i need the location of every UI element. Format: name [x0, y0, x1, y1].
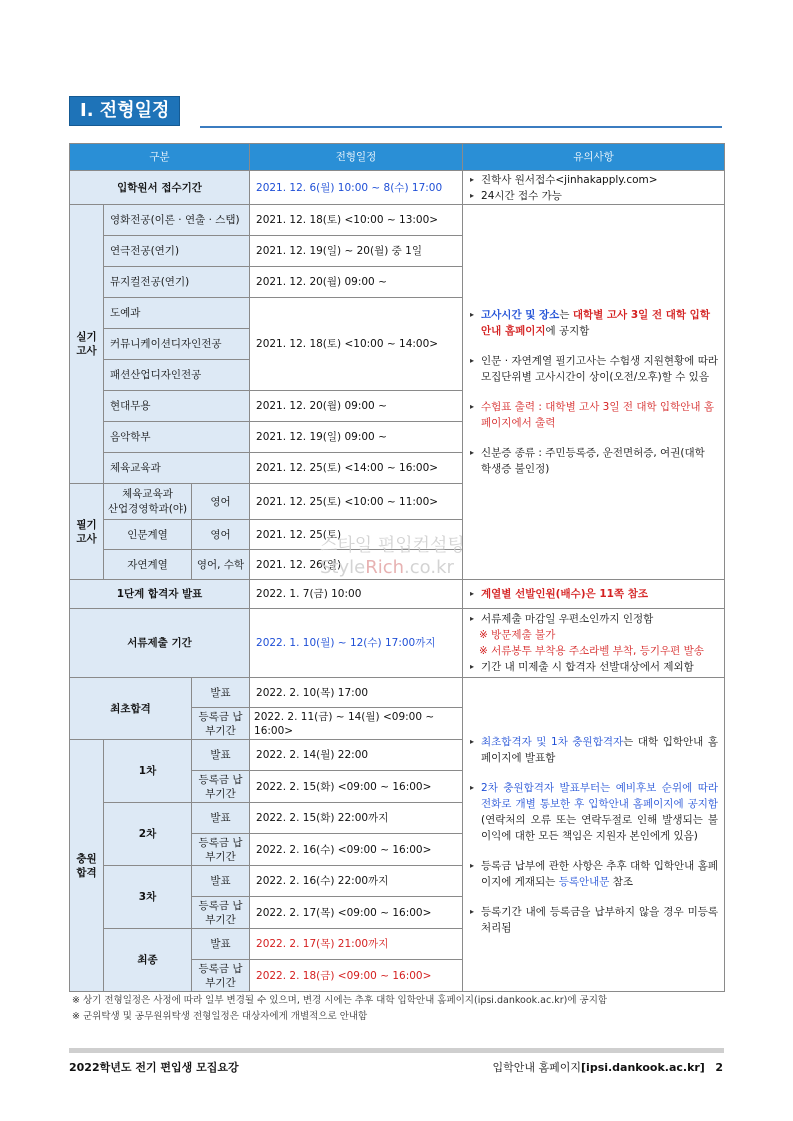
footnote: ※ 상기 전형일정은 사정에 따라 일부 변경될 수 있으며, 변경 시에는 추후 대학 입학안내 홈페이지(ipsi.dankook.ac.kr)에 공지함	[72, 995, 608, 1006]
stage1-date: 2022. 1. 7(금) 10:00	[250, 580, 463, 609]
extra-announce-date: 2022. 2. 17(목) 21:00까지	[250, 929, 463, 960]
announce-label: 발표	[192, 740, 250, 771]
announce-label: 발표	[192, 803, 250, 834]
extra-pay-date: 2022. 2. 15(화) <09:00 ~ 16:00>	[250, 771, 463, 803]
announce-label: 발표	[192, 866, 250, 897]
table-header-row	[70, 144, 725, 171]
written-label: 체육교육과 산업경영학과(야)	[104, 484, 192, 520]
header-category: 구분	[70, 144, 250, 171]
practical-label: 현대무용	[104, 391, 250, 422]
extra-announce-date: 2022. 2. 14(월) 22:00	[250, 740, 463, 771]
practical-label: 음악학부	[104, 422, 250, 453]
written-label: 자연계열	[104, 550, 192, 580]
practical-label: 패션산업디자인전공	[104, 360, 250, 391]
practical-date: 2021. 12. 20(월) 09:00 ~	[250, 267, 463, 298]
written-date: 2021. 12. 26(일)	[250, 550, 463, 580]
extra-announce-date: 2022. 2. 16(수) 22:00까지	[250, 866, 463, 897]
final-announce-date: 2022. 2. 10(목) 17:00	[250, 678, 463, 708]
exam-notes: ▸ 고사시간 및 장소는 대학별 고사 3일 전 대학 입학안내 홈페이지에 공지함 ▸ 인문 · 자연계열 필기고사는 수험생 지원현황에 따라 모집단위별 고사시간이 상이(오전/오후)할 수 있음 ▸ 수험표 출력 : 대학별 고사 3일 전 대학 입학안내 홈페이지에서 출력 ▸ 신분증 종류 : 주민등록증, 운전면허증, 여권(대학 학생증 불인정)	[463, 205, 725, 580]
final-pay-date: 2022. 2. 11(금) ~ 14(월) <09:00 ~ 16:00>	[250, 708, 463, 740]
announce-label: 발표	[192, 929, 250, 960]
pay-label: 등록금 납부기간	[192, 897, 250, 929]
extra-pay-date: 2022. 2. 17(목) <09:00 ~ 16:00>	[250, 897, 463, 929]
footer-homepage: 입학안내 홈페이지[ipsi.dankook.ac.kr] 2	[492, 1061, 723, 1074]
table-row	[70, 580, 725, 609]
page-number: 2	[715, 1061, 723, 1074]
round-label: 최종	[104, 929, 192, 992]
practical-label: 도예과	[104, 298, 250, 329]
docs-notes: ▸ 서류제출 마감일 우편소인까지 인정함 ※ 방문제출 불가 ※ 서류봉투 부착용 주소라벨 부착, 등기우편 발송 ▸ 기간 내 미제출 시 합격자 선발대상에서 제외함	[463, 609, 725, 678]
extra-group-label: 충원 합격	[70, 740, 104, 992]
extra-pay-date: 2022. 2. 18(금) <09:00 ~ 16:00>	[250, 960, 463, 992]
practical-date: 2021. 12. 18(토) <10:00 ~ 13:00>	[250, 205, 463, 236]
written-subject: 영어, 수학	[192, 550, 250, 580]
apply-date: 2021. 12. 6(월) 10:00 ~ 8(수) 17:00	[250, 171, 463, 205]
title-underline	[200, 126, 722, 128]
written-date: 2021. 12. 25(토)	[250, 520, 463, 550]
table-row	[70, 171, 725, 205]
pay-label: 등록금 납부기간	[192, 771, 250, 803]
watermark: 스타일 편입컨설팅 StyleRich.co.kr	[320, 535, 465, 578]
practical-group-label: 실기 고사	[70, 205, 104, 484]
written-label: 인문계열	[104, 520, 192, 550]
footer-rule	[69, 1048, 724, 1053]
result-notes: ▸ 최초합격자 및 1차 충원합격자는 대학 입학안내 홈페이지에 발표함 ▸ 2차 충원합격자 발표부터는 예비후보 순위에 따라 전화로 개별 통보한 후 입학안내 홈페이지에 공지함(연락처의 오류 또는 연락두절로 인해 발생되는 불이익에 대한 모든 책임은 지원자 본인에게 있음) ▸ 등록금 납부에 관한 사항은 추후 대학 입학안내 홈페이지에 게재되는 등록안내문 참조 ▸ 등록기간 내에 등록금을 납부하지 않을 경우 미등록 처리됨	[463, 678, 725, 992]
written-subject: 영어	[192, 484, 250, 520]
extra-pay-date: 2022. 2. 16(수) <09:00 ~ 16:00>	[250, 834, 463, 866]
practical-date: 2021. 12. 25(토) <14:00 ~ 16:00>	[250, 453, 463, 484]
stage1-note: ▸ 계열별 선발인원(배수)은 11쪽 참조	[463, 580, 725, 609]
practical-label: 연극전공(연기)	[104, 236, 250, 267]
practical-label: 체육교육과	[104, 453, 250, 484]
practical-date: 2021. 12. 19(일) ~ 20(월) 중 1일	[250, 236, 463, 267]
pay-label: 등록금 납부기간	[192, 708, 250, 740]
practical-label: 영화전공(이론 · 연출 · 스탭)	[104, 205, 250, 236]
practical-date: 2021. 12. 19(일) 09:00 ~	[250, 422, 463, 453]
docs-date: 2022. 1. 10(월) ~ 12(수) 17:00까지	[250, 609, 463, 678]
section-title: Ⅰ. 전형일정	[69, 96, 180, 126]
final-label: 최초합격	[70, 678, 192, 740]
table-row	[70, 205, 725, 236]
footnote: ※ 군위탁생 및 공무원위탁생 전형일정은 대상자에게 개별적으로 안내함	[72, 1011, 368, 1022]
stage1-label: 1단계 합격자 발표	[70, 580, 250, 609]
footer-title: 2022학년도 전기 편입생 모집요강	[69, 1061, 239, 1074]
round-label: 1차	[104, 740, 192, 803]
written-group-label: 필기 고사	[70, 484, 104, 580]
practical-label: 뮤지컬전공(연기)	[104, 267, 250, 298]
round-label: 2차	[104, 803, 192, 866]
extra-announce-date: 2022. 2. 15(화) 22:00까지	[250, 803, 463, 834]
pay-label: 등록금 납부기간	[192, 834, 250, 866]
written-date: 2021. 12. 25(토) <10:00 ~ 11:00>	[250, 484, 463, 520]
pay-label: 등록금 납부기간	[192, 960, 250, 992]
apply-notes: ▸ 진학사 원서접수<jinhakapply.com> ▸ 24시간 접수 가능	[463, 171, 725, 205]
docs-label: 서류제출 기간	[70, 609, 250, 678]
header-schedule: 전형일정	[250, 144, 463, 171]
apply-label: 입학원서 접수기간	[70, 171, 250, 205]
practical-label: 커뮤니케이션디자인전공	[104, 329, 250, 360]
section-title-wrap	[69, 96, 180, 126]
table-row	[70, 678, 725, 708]
announce-label: 발표	[192, 678, 250, 708]
table-row	[70, 609, 725, 678]
practical-date: 2021. 12. 20(월) 09:00 ~	[250, 391, 463, 422]
header-notes: 유의사항	[463, 144, 725, 171]
round-label: 3차	[104, 866, 192, 929]
practical-date: 2021. 12. 18(토) <10:00 ~ 14:00>	[250, 298, 463, 391]
written-subject: 영어	[192, 520, 250, 550]
